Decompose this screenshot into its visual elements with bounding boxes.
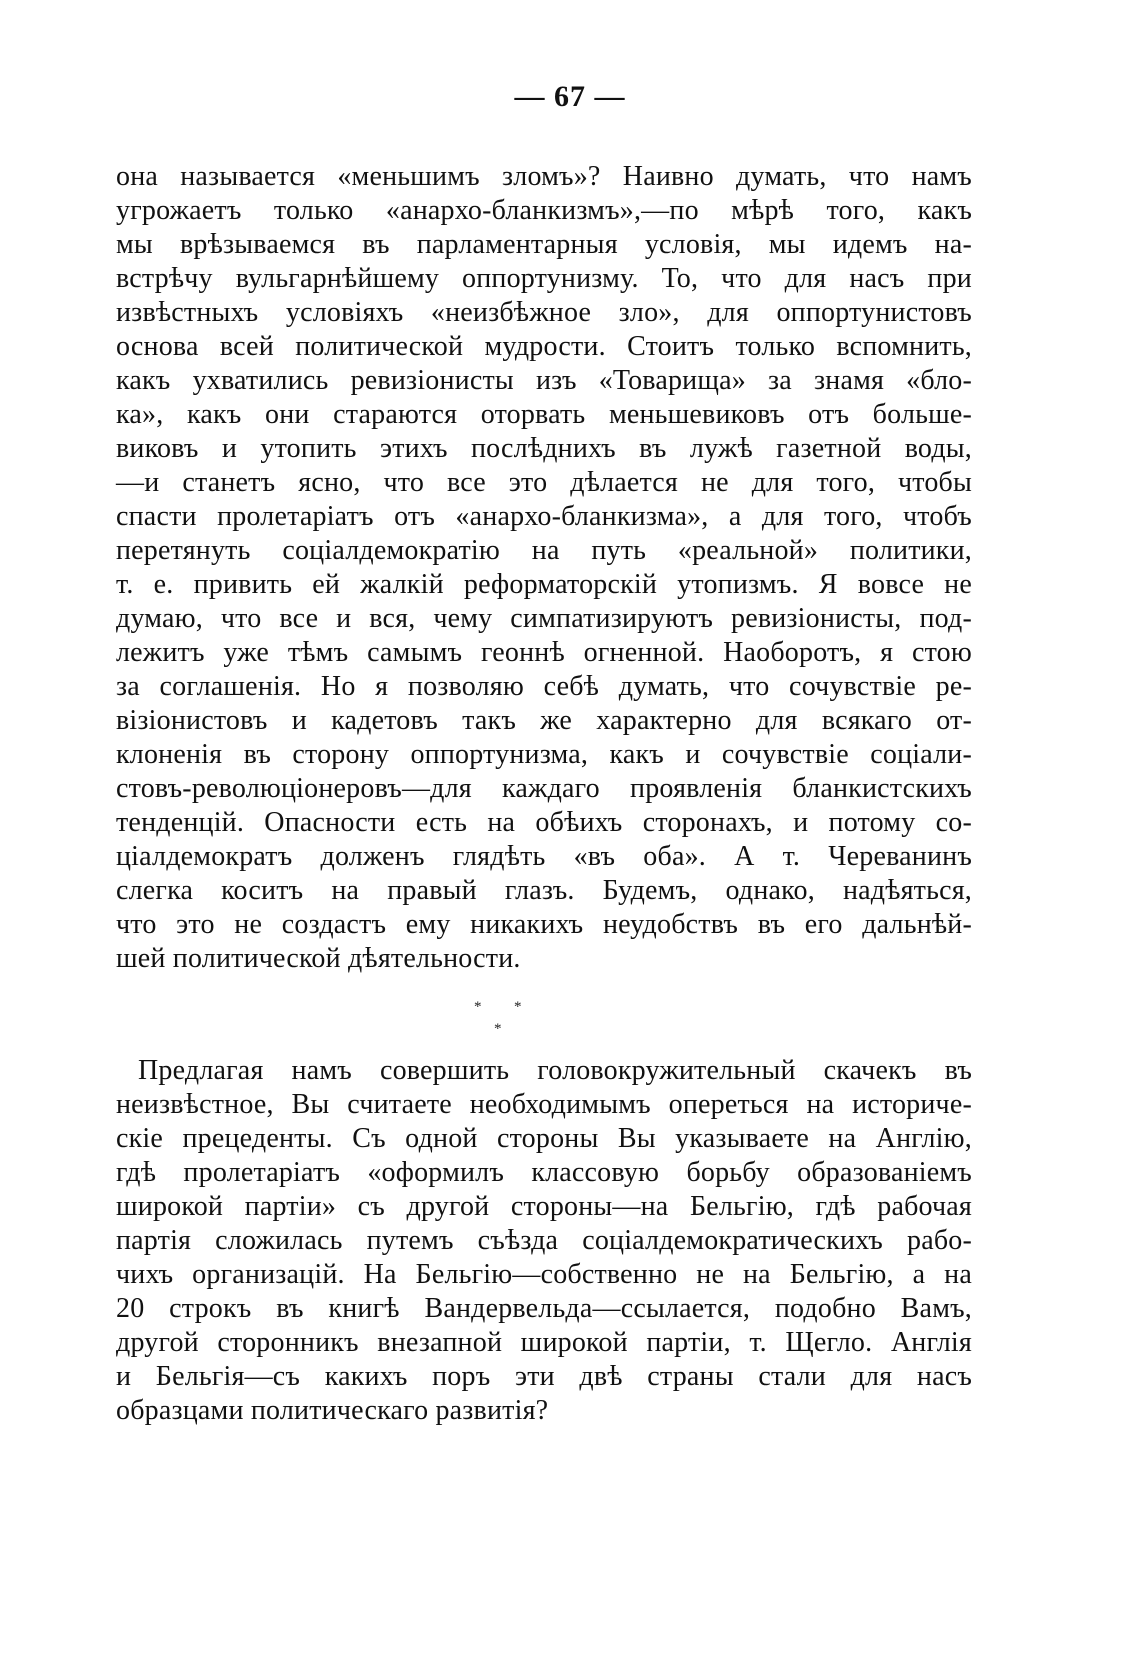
text-line: візіонистовъ и кадетовъ такъ же характерно для всякаго от- — [116, 705, 972, 736]
text-line: шей политической дѣятельности. — [116, 943, 521, 974]
text-line: думаю, что все и вся, чему симпатизируютъ ревизіонисты, под- — [116, 603, 972, 634]
text-line: спасти пролетаріатъ отъ «анархо-бланкизма», а для того, чтобъ — [116, 501, 972, 532]
text-line: Предлагая намъ совершить головокружительный скачекъ въ — [138, 1055, 972, 1086]
text-line: чихъ организацій. На Бельгію—собственно не на Бельгію, а на — [116, 1259, 972, 1290]
text-line: виковъ и утопить этихъ послѣднихъ въ лужѣ газетной воды, — [116, 433, 972, 464]
asterisk-glyph: * — [474, 999, 482, 1015]
text-line: неизвѣстное, Вы считаете необходимымъ опереться на историче- — [116, 1089, 972, 1120]
text-line: образцами политическаго развитія? — [116, 1395, 549, 1426]
text-line: ціалдемократъ долженъ глядѣть «въ оба». А т. Череванинъ — [116, 841, 972, 872]
text-line: слегка коситъ на правый глазъ. Будемъ, однако, надѣяться, — [116, 875, 972, 906]
asterisk-glyph: * — [514, 999, 522, 1015]
text-line: перетянуть соціалдемократію на путь «реальной» политики, — [116, 535, 972, 566]
text-line: лежитъ уже тѣмъ самымъ геоннѣ огненной. Наоборотъ, я стою — [116, 637, 972, 668]
page-number: — 67 — — [514, 80, 626, 113]
section-separator — [0, 1000, 1140, 1040]
text-line: гдѣ пролетаріатъ «оформилъ классовую борьбу образованіемъ — [116, 1157, 972, 1188]
text-line: тенденцій. Опасности есть на обѣихъ сторонахъ, и потому со- — [116, 807, 972, 838]
text-line: что это не создастъ ему никакихъ неудобствъ въ его дальнѣй- — [116, 909, 972, 940]
text-line: какъ ухватились ревизіонисты изъ «Товарища» за знамя «бло- — [116, 365, 972, 396]
paragraph-1 — [116, 160, 972, 976]
text-line: за соглашенія. Но я позволяю себѣ думать, что сочувствіе ре- — [116, 671, 972, 702]
text-line: ка», какъ они стараются оторвать меньшевиковъ отъ больше- — [116, 399, 972, 430]
text-line: извѣстныхъ условіяхъ «неизбѣжное зло», для оппортунистовъ — [116, 297, 972, 328]
text-line: угрожаетъ только «анархо-бланкизмъ»,—по мѣрѣ того, какъ — [116, 195, 972, 226]
text-line: партія сложилась путемъ съѣзда соціалдемократическихъ рабо- — [116, 1225, 972, 1256]
asterisk-glyph: * — [494, 1021, 502, 1037]
text-line: клоненія въ сторону оппортунизма, какъ и сочувствіе соціали- — [116, 739, 972, 770]
text-line: она называется «меньшимъ зломъ»? Наивно думать, что намъ — [116, 161, 972, 192]
text-line: и Бельгія—съ какихъ поръ эти двѣ страны стали для насъ — [116, 1361, 972, 1392]
text-line: стовъ-революціонеровъ—для каждаго проявленія бланкистскихъ — [116, 773, 972, 804]
text-line: т. е. привить ей жалкій реформаторскій утопизмъ. Я вовсе не — [116, 569, 972, 600]
text-line: другой сторонникъ внезапной широкой партіи, т. Щегло. Англія — [116, 1327, 972, 1358]
text-line: встрѣчу вульгарнѣйшему оппортунизму. То, что для насъ при — [116, 263, 972, 294]
text-line: скіе прецеденты. Съ одной стороны Вы указываете на Англію, — [116, 1123, 972, 1154]
text-line: широкой партіи» съ другой стороны—на Бельгію, гдѣ рабочая — [116, 1191, 972, 1222]
text-line: 20 строкъ въ книгѣ Вандервельда—ссылается, подобно Вамъ, — [116, 1293, 972, 1324]
text-line: —и станетъ ясно, что все это дѣлается не для того, чтобы — [116, 467, 972, 498]
text-line: мы врѣзываемся въ парламентарныя условія, мы идемъ на- — [116, 229, 972, 260]
text-line: основа всей политической мудрости. Стоитъ только вспомнить, — [116, 331, 972, 362]
paragraph-2 — [116, 1054, 972, 1428]
